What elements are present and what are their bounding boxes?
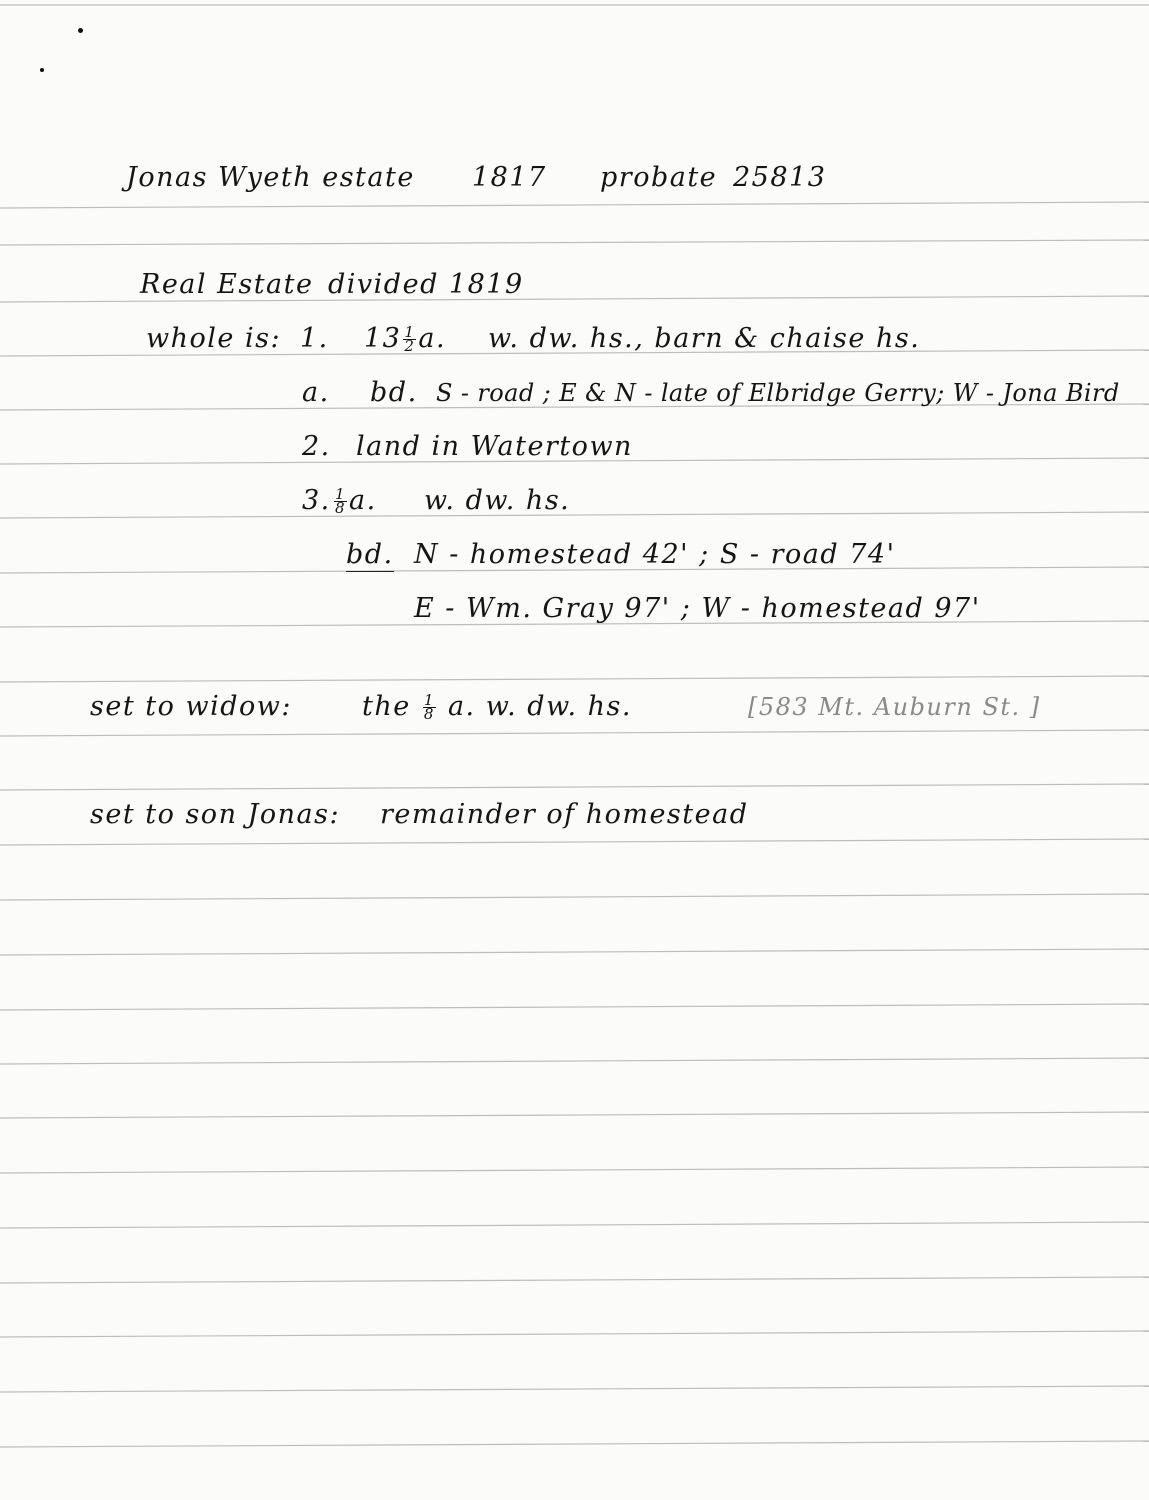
- fraction-numerator: 1: [404, 323, 416, 341]
- item-3-bounds-line-1: [0, 540, 1149, 574]
- item-1-description: w. dw. hs., barn & chaise hs.: [488, 323, 921, 354]
- ruled-line: [0, 202, 1149, 208]
- widow-label: set to widow:: [90, 691, 292, 722]
- ruled-line: [0, 240, 1149, 245]
- ruled-line: [0, 894, 1149, 900]
- widow-share-fraction: [423, 691, 436, 723]
- ruled-line: [0, 730, 1149, 736]
- item-3-bounds-2: E - Wm. Gray 97' ; W - homestead 97': [414, 593, 981, 624]
- punch-dot: [40, 68, 44, 72]
- ruled-line: [0, 1331, 1149, 1337]
- fraction-denominator: 8: [423, 705, 435, 723]
- real-estate-label: Real Estate: [140, 269, 314, 300]
- ruled-line: [0, 1004, 1149, 1010]
- item-3-bounds-1: N - homestead 42' ; S - road 74': [414, 539, 896, 570]
- item-3-number: 3.: [302, 485, 331, 516]
- widow-share-pre: the: [362, 691, 411, 722]
- son-share: remainder of homestead: [380, 799, 749, 830]
- item-1-number: 1.: [300, 323, 329, 354]
- fraction-numerator: 1: [423, 691, 435, 709]
- item-1a-label: a.: [302, 377, 330, 408]
- heading-line: [0, 163, 1149, 197]
- estate-year: 1817: [472, 162, 547, 193]
- item-1-size-fraction: [403, 323, 416, 355]
- ruled-line: [0, 839, 1149, 845]
- item-1a-line: [0, 378, 1149, 412]
- item-3-size: [332, 486, 377, 516]
- item-1a-description: S - road ; E & N - late of Elbridge Gerry; W - Jona Bird: [436, 379, 1120, 407]
- ruled-line: [0, 1112, 1149, 1118]
- item-3-description: w. dw. hs.: [424, 485, 571, 516]
- item-1-size-unit: a.: [418, 323, 447, 354]
- fraction-numerator: 1: [335, 485, 347, 503]
- ruled-line: [0, 1441, 1149, 1447]
- item-1-size-int: 13: [364, 323, 402, 354]
- ruled-line: [0, 1277, 1149, 1283]
- widow-share: [362, 692, 632, 722]
- item-3-size-unit: a.: [349, 485, 377, 516]
- widow-line: [0, 692, 1149, 726]
- whole-item-1-line: [0, 324, 1149, 358]
- item-1-size: [364, 324, 446, 354]
- probate-label: probate: [600, 162, 718, 193]
- estate-name: Jonas Wyeth estate: [126, 162, 415, 193]
- ruled-line: [0, 949, 1149, 955]
- divided-date: divided 1819: [328, 269, 524, 300]
- ruled-line: [0, 1386, 1149, 1392]
- real-estate-line: [0, 270, 1149, 304]
- item-2-description: land in Watertown: [356, 431, 633, 462]
- probate-number: 25813: [733, 162, 827, 193]
- son-label: set to son Jonas:: [90, 799, 341, 830]
- widow-share-post: a. w. dw. hs.: [447, 691, 632, 722]
- item-3-size-fraction: [334, 485, 347, 517]
- whole-label: whole is:: [146, 323, 282, 354]
- fraction-denominator: 8: [335, 499, 347, 517]
- item-2-number: 2.: [302, 431, 331, 462]
- item-2-line: [0, 432, 1149, 466]
- item-3-bounds-line-2: [0, 594, 1149, 628]
- punch-dot: [78, 28, 83, 33]
- son-line: [0, 800, 1149, 834]
- item-3-bounded: bd.: [346, 539, 394, 570]
- ruled-line: [0, 784, 1149, 790]
- ruled-line: [0, 1222, 1149, 1228]
- ruled-line: [0, 1058, 1149, 1064]
- address-note: [583 Mt. Auburn St. ]: [748, 693, 1041, 721]
- ruled-line: [0, 676, 1149, 682]
- ruled-line: [0, 1167, 1149, 1173]
- item-1a-bounded: bd.: [370, 377, 418, 408]
- fraction-denominator: 2: [404, 337, 416, 355]
- item-3-line: [0, 486, 1149, 520]
